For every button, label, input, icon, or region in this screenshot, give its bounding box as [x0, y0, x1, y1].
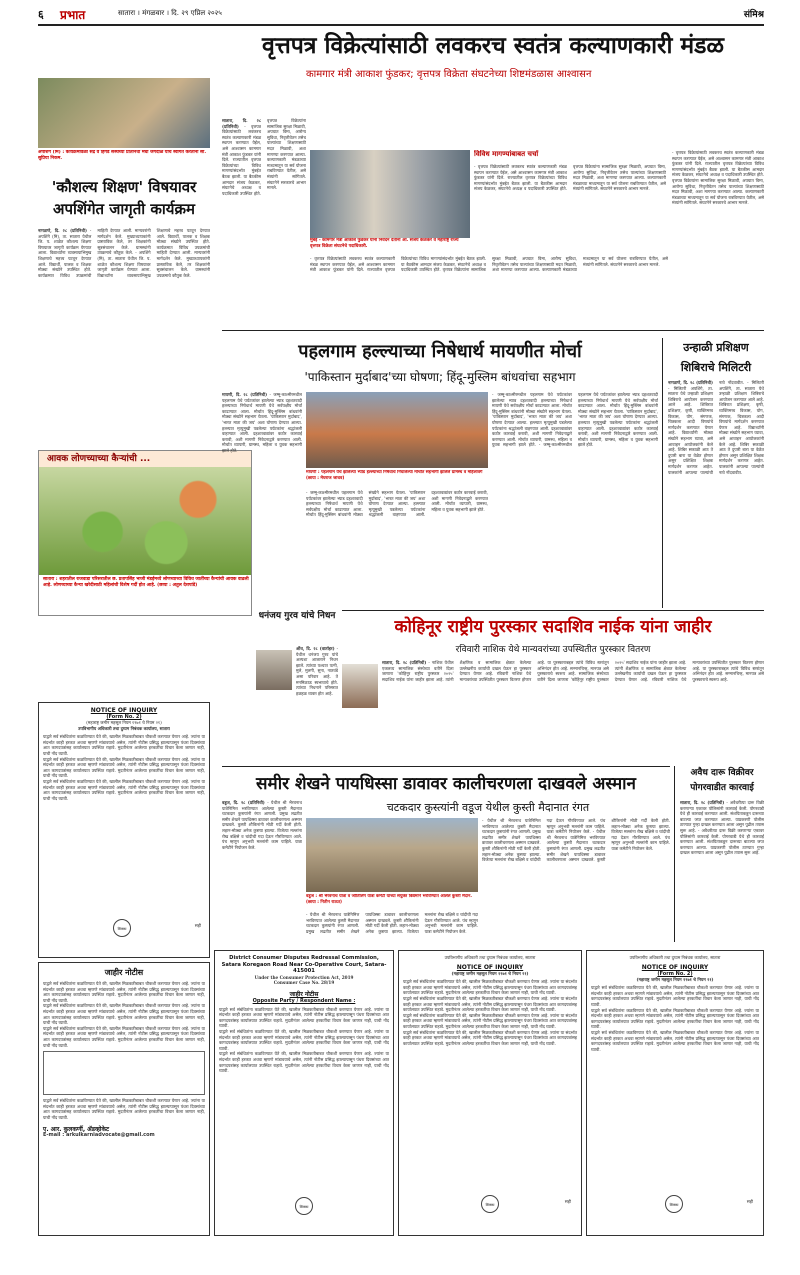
lead-right-text: - वृत्तपत्र विक्रेत्यांसाठी लवकरच स्वतंत्र कल्याणकारी मंडळ स्थापन करण्यात येईल, असे आश्वासन कामगार मंत्री आकाश फुंडकर यांनी दिले. राज्यातील वृत्तपत्र विक्रेत्यांच्या विविध मागण्यांसंदर्भात मुंबईत बैठक झाली. या बैठकीस आमदार संजय केळकर, संघटनेचे अध्यक्ष व पदाधिकारी उपस्थित होते. वृत्तपत्र विक्रेत्यांना सामाजिक सुरक्षा मिळावी, अपघात विमा, आरोग्य सुविधा, निवृत्तीवेतन तसेच पाल्यांच्या शिक्षणासाठी मदत मिळावी, अशा मागण्या करण्यात आल्या. कल्याणकारी मंडळाच्या माध्यमातून या सर्व योजना राबविण्यात येतील, असे मंत्र्यांनी सांगितले. संघटनेने सरकारचे आभार मानले. [672, 150, 764, 206]
notice-middle-body-4: याद्वारे सर्व संबंधितांना कळविण्यात येते की, खालील मिळकतीबाबत चौकशी करण्यात येणार आहे. ज्यांना या संदर्भात काही हरकत अथवा म्हणणे मांडावयाचे असेल, त्यांनी नोटीस प्रसिद्ध झाल्यापासून पंधरा दिवसांच्या आत कागदपत्रांसह कार्यालयात उपस्थित राहावे. मुदतीनंतर आलेल्या हरकतींचा विचार केला जाणार नाही, याची नोंद घ्यावी. [403, 1029, 577, 1046]
lead-photo-caption: मुंबई - कामगार मंत्री आकाश फुंडकर यांना निवेदन देताना आ. संजय केळकर व महाराष्ट्र राज्य वृत्तपत्र विक्रेता संघटनेचे पदाधिकारी. [310, 238, 459, 249]
advocate-email: E-mail : arkulkarniadvocate@gmail.com [43, 1131, 155, 1138]
protest-bottom-text: - जम्मू-काश्मीरमधील पहलगाम येथे पर्यटकांवर झालेल्या भ्याड दहशतवादी हल्ल्याच्या निषेधार्थ मायणी येथे सर्वपक्षीय मोर्चा काढण्यात आला. मोर्चात हिंदू-मुस्लिम बांधवांनी मोठ्या संख्येने सहभाग घेतला. 'पाकिस्तान मुर्दाबाद', 'भारत माता की जय' अशा घोषणा देण्यात आल्या. हल्ल्यात मृत्युमुखी पडलेल्या पर्यटकांना श्रद्धांजली वाहण्यात आली. दहशतवाद्यांवर कठोर कारवाई करावी, अशी मागणी निवेदनाद्वारे करण्यात आली. मोर्चात व्यापारी, ग्रामस्थ, महिला व युवक सहभागी झाले होते. [306, 490, 488, 518]
advocate-name: ए. आर. कुलकर्णी, ॲडव्होकेट [43, 1125, 110, 1133]
notice-middle [398, 950, 582, 1236]
protest-subhead: 'पाकिस्तान मुर्दाबाद'च्या घोषणा; हिंदू-मुस्लिम बांधवांचा सहभाग [304, 370, 576, 384]
mango-photo [39, 467, 251, 575]
left-dateline: नागठाणे, दि. २८ (प्रतिनिधी) [38, 228, 87, 233]
award-subhead: रविवारी नाशिक येथे मान्यवरांच्या उपस्थितीत पुरस्कार वितरण [455, 645, 651, 655]
court-body-3: याद्वारे सर्व संबंधितांना कळविण्यात येते की, खालील मिळकतीबाबत चौकशी करण्यात येणार आहे. ज्यांना या संदर्भात काही हरकत अथवा म्हणणे मांडावयाचे असेल, त्यांनी नोटीस प्रसिद्ध झाल्यापासून पंधरा दिवसांच्या आत कागदपत्रांसह कार्यालयात उपस्थित राहावे. मुदतीनंतर आलेल्या हरकतींचा विचार केला जाणार नाही, याची नोंद घ्यावी. [219, 1051, 389, 1074]
left-text: - अपशिंगे (मि), ता. सातारा येथील जि. प. शाळेत कौशल्य शिक्षण विषयावर जागृती कार्यक्रम घेण्यात आला. विद्यार्थ्यांना व्यवसायाभिमुख शिक्षणाचे महत्त्व पटवून देण्यात आले. विद्यार्थी, पालक व शिक्षक मोठ्या संख्येने उपस्थित होते. कार्यक्रमात विविध उपक्रमांची माहिती देण्यात आली. मान्यवरांनी मार्गदर्शन केले. मुख्याध्यापकांनी प्रास्ताविक केले, तर शिक्षकांनी सूत्रसंचालन केले. ग्रामस्थांनी उपक्रमाचे कौतुक केले. [38, 228, 151, 278]
public-notice [38, 962, 210, 1236]
award-top-rule [342, 610, 764, 611]
wrestling-bottom-body [306, 912, 478, 942]
masthead-rule [38, 24, 764, 26]
obit-dateline: औंध, दि. २८ (वार्ताहर) [296, 646, 335, 651]
court-opposite: Opposite Party / Respondent Name : [252, 997, 356, 1004]
mango-caption: सातारा : शहरातील राजवाडा परिसरातील छ. प्रतापसिंह भाजी मंडईमध्ये लोणच्याच्या विविध जातींच्या कैऱ्यांची आवक वाढली आहे. लोणच्याच्या कैऱ्या खरेदीसाठी महिलांची विशेष गर्दी होत आहे. (छाया : अतुल देशपांडे) [43, 577, 249, 588]
notice-right-office: उपविभागीय अधिकारी तथा दुय्यम निबंधक कार्यालय, सातारा [629, 955, 721, 960]
liquor-dateline: सातारा, दि. २८ (प्रतिनिधी) [680, 800, 725, 805]
lead-text: - वृत्तपत्र विक्रेत्यांसाठी लवकरच स्वतंत्र कल्याणकारी मंडळ स्थापन करण्यात येईल, असे आश्वासन कामगार मंत्री आकाश फुंडकर यांनी दिले. राज्यातील वृत्तपत्र विक्रेत्यांच्या विविध मागण्यांसंदर्भात मुंबईत बैठक झाली. या बैठकीस आमदार संजय केळकर, संघटनेचे अध्यक्ष व पदाधिकारी उपस्थित होते. वृत्तपत्र विक्रेत्यांना सामाजिक सुरक्षा मिळावी, अपघात विमा, आरोग्य सुविधा, निवृत्तीवेतन तसेच पाल्यांच्या शिक्षणासाठी मदत मिळावी, अशा मागण्या करण्यात आल्या. कल्याणकारी मंडळाच्या माध्यमातून या सर्व योजना राबविण्यात येतील, असे मंत्र्यांनी सांगितले. संघटनेने सरकारचे आभार मानले. [222, 118, 306, 196]
page-number: ६ [38, 8, 44, 21]
protest-headline: पहलगाम हल्ल्याच्या निषेधार्थ मायणीत मोर्चा [298, 341, 582, 362]
award-text: सामाजिक संस्थेच्या वतीने दिला जाणारा 'कोहिनूर राष्ट्रीय पुरस्कार २०२५' सदाशिव नाईक यांना जाहीर झाला आहे. त्यांनी शैक्षणिक व सामाजिक क्षेत्रात केलेल्या उल्लेखनीय कार्याची दखल घेऊन हा पुरस्कार देण्यात येणार आहे. रविवारी नाशिक येथे मान्यवरांच्या उपस्थितीत पुरस्कार वितरण होणार आहे. या पुरस्काराबद्दल त्यांचे विविध स्तरांतून अभिनंदन होत आहे. सन्मानचिन्ह, मानपत्र असे पुरस्काराचे स्वरूप आहे. [382, 660, 609, 682]
wrestling-right-text-2: - येथील श्री भैरवनाथ यात्रेनिमित्त भरविण्यात आलेल्या कुस्ती मैदानात चटकदार कुस्त्यांनी रंगत आणली. प्रमुख लढतीत समीर शेखने पायधिस्सा डावावर कालीचरणला अस्मान दाखवले. कुस्ती शौकिनांनी मोठी गर्दी केली होती. लहान-मोठ्या अनेक कुस्त्या झाल्या. विजेत्या मल्लांना रोख बक्षिसे व चांदीची गदा देऊन गौरविण्यात आले. पंच म्हणून अनुभवी मल्लांनी काम पाहिले. यात्रा कमेटीने नियोजन केले. [546, 818, 670, 863]
training-divider [662, 338, 663, 608]
left-body [38, 228, 210, 438]
notice-left-body-2: याद्वारे सर्व संबंधितांना कळविण्यात येते की, खालील मिळकतीबाबत चौकशी करण्यात येणार आहे. ज्यांना या संदर्भात काही हरकत अथवा म्हणणे मांडावयाचे असेल, त्यांनी नोटीस प्रसिद्ध झाल्यापासून पंधरा दिवसांच्या आत कागदपत्रांसह कार्यालयात उपस्थित राहावे. मुदतीनंतर आलेल्या हरकतींचा विचार केला जाणार नाही, याची नोंद घ्यावी. [43, 756, 205, 779]
lead-box-title: विविध मागण्यांबाबत चर्चा [474, 150, 539, 158]
wrestling-photo-caption: वडूज : श्री भैरवनाथ यात्रा व जोतिर्लिंग यात्रा कमेटी यांच्या संयुक्त विद्यमाने भरविण्यात आलेले कुस्ती मैदान. (छाया : नितीन राऊत) [306, 894, 473, 905]
protest-bottom-body [306, 490, 488, 608]
left-headline: 'कौशल्य शिक्षण' विषयावर अपशिंगेत जागृती कार्यक्रम [51, 178, 197, 218]
lead-box-text: - वृत्तपत्र विक्रेत्यांसाठी लवकरच स्वतंत्र कल्याणकारी मंडळ स्थापन करण्यात येईल, असे आश्वासन कामगार मंत्री आकाश फुंडकर यांनी दिले. राज्यातील वृत्तपत्र विक्रेत्यांच्या विविध मागण्यांसंदर्भात मुंबईत बैठक झाली. या बैठकीस आमदार संजय केळकर, संघटनेचे अध्यक्ष व पदाधिकारी उपस्थित होते. वृत्तपत्र विक्रेत्यांना सामाजिक सुरक्षा मिळावी, अपघात विमा, आरोग्य सुविधा, निवृत्तीवेतन तसेच पाल्यांच्या शिक्षणासाठी मदत मिळावी, अशा मागण्या करण्यात आल्या. कल्याणकारी मंडळाच्या माध्यमातून या सर्व योजना राबविण्यात येतील, असे मंत्र्यांनी सांगितले. संघटनेने सरकारचे आभार मानले. [474, 164, 666, 192]
masthead [38, 6, 764, 22]
notice-middle-body-3: याद्वारे सर्व संबंधितांना कळविण्यात येते की, खालील मिळकतीबाबत चौकशी करण्यात येणार आहे. ज्यांना या संदर्भात काही हरकत अथवा म्हणणे मांडावयाचे असेल, त्यांनी नोटीस प्रसिद्ध झाल्यापासून पंधरा दिवसांच्या आत कागदपत्रांसह कार्यालयात उपस्थित राहावे. मुदतीनंतर आलेल्या हरकतींचा विचार केला जाणार नाही, याची नोंद घ्यावी. [403, 1012, 577, 1029]
notice-middle-body: याद्वारे सर्व संबंधितांना कळविण्यात येते की, खालील मिळकतीबाबत चौकशी करण्यात येणार आहे. ज्यांना या संदर्भात काही हरकत अथवा म्हणणे मांडावयाचे असेल, त्यांनी नोटीस प्रसिद्ध झाल्यापासून पंधरा दिवसांच्या आत कागदपत्रांसह कार्यालयात उपस्थित राहावे. मुदतीनंतर आलेल्या हरकतींचा विचार केला जाणार नाही, याची नोंद घ्यावी. [403, 979, 577, 996]
court-notice-title: जाहीर नोटीस [289, 990, 319, 998]
protest-right-text-2: - जम्मू-काश्मीरमधील पहलगाम येथे पर्यटकांवर झालेल्या भ्याड दहशतवादी हल्ल्याच्या निषेधार्थ मायणी येथे सर्वपक्षीय मोर्चा काढण्यात आला. मोर्चात हिंदू-मुस्लिम बांधवांनी मोठ्या संख्येने सहभाग घेतला. 'पाकिस्तान मुर्दाबाद', 'भारत माता की जय' अशा घोषणा देण्यात आल्या. हल्ल्यात मृत्युमुखी पडलेल्या पर्यटकांना श्रद्धांजली वाहण्यात आली. दहशतवाद्यांवर कठोर कारवाई करावी, अशी मागणी निवेदनाद्वारे करण्यात आली. मोर्चात व्यापारी, ग्रामस्थ, महिला व युवक सहभागी झाले होते. [538, 392, 658, 448]
notice-left-body-3: याद्वारे सर्व संबंधितांना कळविण्यात येते की, खालील मिळकतीबाबत चौकशी करण्यात येणार आहे. ज्यांना या संदर्भात काही हरकत अथवा म्हणणे मांडावयाचे असेल, त्यांनी नोटीस प्रसिद्ध झाल्यापासून पंधरा दिवसांच्या आत कागदपत्रांसह कार्यालयात उपस्थित राहावे. मुदतीनंतर आलेल्या हरकतींचा विचार केला जाणार नाही, याची नोंद घ्यावी. [43, 778, 205, 801]
award-lead: - नाशिक येथील एकलव्य [382, 660, 454, 671]
protest-photo [306, 392, 488, 468]
wrestling-top-rule [222, 766, 670, 767]
notice-right-seal: शिक्का [665, 1195, 683, 1213]
public-notice-body-3: याद्वारे सर्व संबंधितांना कळविण्यात येते की, खालील मिळकतीबाबत चौकशी करण्यात येणार आहे. ज्यांना या संदर्भात काही हरकत अथवा म्हणणे मांडावयाचे असेल, त्यांनी नोटीस प्रसिद्ध झाल्यापासून पंधरा दिवसांच्या आत कागदपत्रांसह कार्यालयात उपस्थित राहावे. मुदतीनंतर आलेल्या हरकतींचा विचार केला जाणार नाही, याची नोंद घ्यावी. [43, 1025, 205, 1048]
notice-right-title: NOTICE OF INQUIRY [641, 963, 709, 971]
obit-body [256, 646, 338, 762]
lead-box-body [474, 164, 666, 256]
notice-right-sign: सही [746, 1199, 753, 1204]
award-photo [342, 664, 378, 708]
protest-right-body [492, 392, 658, 608]
wrestling-photo [306, 818, 478, 892]
court-notice [214, 950, 394, 1236]
notice-left-rule: (महाराष्ट्र जमीन महसूल नियम १९७१ चे नियम २१) [86, 720, 162, 725]
notice-left-title: NOTICE OF INQUIRY [90, 707, 158, 714]
protest-text: - जम्मू-काश्मीरमधील पहलगाम येथे पर्यटकांवर झालेल्या भ्याड दहशतवादी हल्ल्याच्या निषेधार्थ मायणी येथे सर्वपक्षीय मोर्चा काढण्यात आला. मोर्चात हिंदू-मुस्लिम बांधवांनी मोठ्या संख्येने सहभाग घेतला. 'पाकिस्तान मुर्दाबाद', 'भारत माता की जय' अशा घोषणा देण्यात आल्या. हल्ल्यात मृत्युमुखी पडलेल्या पर्यटकांना श्रद्धांजली वाहण्यात आली. दहशतवाद्यांवर कठोर कारवाई करावी, अशी मागणी निवेदनाद्वारे करण्यात आली. मोर्चात व्यापारी, ग्रामस्थ, महिला व युवक सहभागी झाले होते. [222, 392, 302, 453]
obit-text: - येथील धनंजय गुरव यांचे अल्पशा आजाराने निधन झाले. त्यांच्या पश्चात पत्नी, मुले, मुलगी, सुना, नातवंडे असा परिवार आहे. ते मनमिळाऊ स्वभावाचे होते. त्यांच्या निधनाने परिसरात हळहळ व्यक्त होत आहे. [296, 646, 338, 696]
liquor-headline: अवैध दारू विक्रीवर पोगरवाडीत कारवाई [690, 768, 754, 793]
wrestling-left-body [222, 800, 302, 940]
notice-right-body-2: याद्वारे सर्व संबंधितांना कळविण्यात येते की, खालील मिळकतीबाबत चौकशी करण्यात येणार आहे. ज्यांना या संदर्भात काही हरकत अथवा म्हणणे मांडावयाचे असेल, त्यांनी नोटीस प्रसिद्ध झाल्यापासून पंधरा दिवसांच्या आत कागदपत्रांसह कार्यालयात उपस्थित राहावे. मुदतीनंतर आलेल्या हरकतींचा विचार केला जाणार नाही, याची नोंद घ्यावी. [591, 1007, 759, 1030]
lead-bottom-text: - वृत्तपत्र विक्रेत्यांसाठी लवकरच स्वतंत्र कल्याणकारी मंडळ स्थापन करण्यात येईल, असे आश्वासन कामगार मंत्री आकाश फुंडकर यांनी दिले. राज्यातील वृत्तपत्र विक्रेत्यांच्या विविध मागण्यांसंदर्भात मुंबईत बैठक झाली. या बैठकीस आमदार संजय केळकर, संघटनेचे अध्यक्ष व पदाधिकारी उपस्थित होते. वृत्तपत्र विक्रेत्यांना सामाजिक सुरक्षा मिळावी, अपघात विमा, आरोग्य सुविधा, निवृत्तीवेतन तसेच पाल्यांच्या शिक्षणासाठी मदत मिळावी, अशा मागण्या करण्यात आल्या. कल्याणकारी मंडळाच्या माध्यमातून या सर्व योजना राबविण्यात येतील, असे मंत्र्यांनी सांगितले. संघटनेने सरकारचे आभार मानले. [310, 256, 668, 273]
training-text-2: - मिलिटरी अपशिंगे, ता. सातारा येथे उन्हाळी प्रशिक्षण शिबिराचे आयोजन करण्यात आले आहे. शिबिरात प्रशिक्षण, कृषी, व्यक्तिमत्त्व विकास, योग, संगणक, चित्रकला आदी विषयांचे मार्गदर्शन करण्यात येणार आहे. विद्यार्थ्यांनी मोठ्या संख्येने सहभाग घ्यावा, असे आवाहन आयोजकांनी केले आहे. शिबिर सकाळी आठ ते दुपारी बारा या वेळेत होणार असून प्रशिक्षित शिक्षक मार्गदर्शन करणार आहेत. पालकांनी आपल्या पाल्यांची नावे नोंदवावीत. [719, 380, 764, 475]
court-sub: Under the Consumer Protection Act, 2019 [254, 974, 354, 980]
public-notice-body-2: याद्वारे सर्व संबंधितांना कळविण्यात येते की, खालील मिळकतीबाबत चौकशी करण्यात येणार आहे. ज्यांना या संदर्भात काही हरकत अथवा म्हणणे मांडावयाचे असेल, त्यांनी नोटीस प्रसिद्ध झाल्यापासून पंधरा दिवसांच्या आत कागदपत्रांसह कार्यालयात उपस्थित राहावे. मुदतीनंतर आलेल्या हरकतींचा विचार केला जाणार नाही, याची नोंद घ्यावी. [43, 1003, 205, 1026]
notice-middle-title: NOTICE OF INQUIRY [456, 963, 524, 971]
liquor-divider [674, 766, 675, 942]
lead-headline: वृत्तपत्र विक्रेत्यांसाठी लवकरच स्वतंत्र कल्याणकारी मंडळ [262, 33, 724, 59]
liquor-text-2: - अवैधरीत्या दारू विक्री करणाऱ्या एकावर पोलिसांनी कारवाई केली. पोगरवाडी येथे ही कारवाई करण्यात आली. संशयिताकडून दारूच्या बाटल्या जप्त करण्यात आल्या. याप्रकरणी पोलीस ठाण्यात गुन्हा दाखल करण्यात आला असून पुढील तपास सुरू आहे. [680, 827, 764, 856]
lead-photo [310, 150, 470, 238]
notice-right-body: याद्वारे सर्व संबंधितांना कळविण्यात येते की, खालील मिळकतीबाबत चौकशी करण्यात येणार आहे. ज्यांना या संदर्भात काही हरकत अथवा म्हणणे मांडावयाचे असेल, त्यांनी नोटीस प्रसिद्ध झाल्यापासून पंधरा दिवसांच्या आत कागदपत्रांसह कार्यालयात उपस्थित राहावे. मुदतीनंतर आलेल्या हरकतींचा विचार केला जाणार नाही, याची नोंद घ्यावी. [591, 985, 759, 1007]
mango-photo-title: आवक लोणच्याच्या कैऱ्यांची ... [39, 451, 251, 467]
notice-left-seal: शिक्का [113, 919, 131, 937]
notice-left-form: (Form No. 2) [106, 714, 142, 720]
lead-subhead: कामगार मंत्री आकाश फुंडकर; वृत्तपत्र विक्रेता संघटनेच्या शिष्टमंडळास आश्वासन [306, 69, 592, 80]
notice-middle-seal: शिक्का [481, 1195, 499, 1213]
notice-middle-sign: सही [564, 1199, 571, 1204]
training-headline: उन्हाळी प्रशिक्षण शिबिराचे मिलिटरी [680, 341, 752, 374]
lead-dateline: सातारा, दि. २८ (प्रतिनिधी) [222, 118, 261, 129]
public-notice-body-4: याद्वारे सर्व संबंधितांना कळविण्यात येते की, खालील मिळकतीबाबत चौकशी करण्यात येणार आहे. ज्यांना या संदर्भात काही हरकत अथवा म्हणणे मांडावयाचे असेल, त्यांनी नोटीस प्रसिद्ध झाल्यापासून पंधरा दिवसांच्या आत कागदपत्रांसह कार्यालयात उपस्थित राहावे. मुदतीनंतर आलेल्या हरकतींचा विचार केला जाणार नाही, याची नोंद घ्यावी. [43, 1098, 205, 1120]
award-dateline: सातारा, दि. २८ (प्रतिनिधी) [382, 660, 427, 665]
protest-dateline: मायणी, दि. २८ (प्रतिनिधी) [222, 392, 268, 397]
mango-photo-box [38, 450, 252, 616]
obit-headline: धनंजय गुरव यांचे निधन [258, 611, 336, 621]
award-headline: कोहिनूर राष्ट्रीय पुरस्कार सदाशिव नाईक यांना जाहीर [394, 617, 712, 637]
award-body [382, 660, 764, 760]
protest-right-text: - जम्मू-काश्मीरमधील पहलगाम येथे पर्यटकांवर झालेल्या भ्याड दहशतवादी हल्ल्याच्या निषेधार्थ मायणी येथे सर्वपक्षीय मोर्चा काढण्यात आला. मोर्चात हिंदू-मुस्लिम बांधवांनी मोठ्या संख्येने सहभाग घेतला. 'पाकिस्तान मुर्दाबाद', 'भारत माता की जय' अशा घोषणा देण्यात आल्या. हल्ल्यात मृत्युमुखी पडलेल्या पर्यटकांना श्रद्धांजली वाहण्यात आली. दहशतवाद्यांवर कठोर कारवाई करावी, अशी मागणी निवेदनाद्वारे करण्यात आली. मोर्चात व्यापारी, ग्रामस्थ, महिला व युवक सहभागी झाले होते. [492, 392, 572, 448]
newspaper-logo: प्रभात [60, 8, 86, 22]
wrestling-text: - येथील श्री भैरवनाथ यात्रेनिमित्त भरविण्यात आलेल्या कुस्ती मैदानात चटकदार कुस्त्यांनी रंगत आणली. प्रमुख लढतीत समीर शेखने पायधिस्सा डावावर कालीचरणला अस्मान दाखवले. कुस्ती शौकिनांनी मोठी गर्दी केली होती. लहान-मोठ्या अनेक कुस्त्या झाल्या. विजेत्या मल्लांना रोख बक्षिसे व चांदीची गदा देऊन गौरविण्यात आले. पंच म्हणून अनुभवी मल्लांनी काम पाहिले. यात्रा कमेटीने नियोजन केले. [222, 800, 302, 850]
left-photo-caption: अपशिंगे (मि) : कार्यक्रमावेळी सेंद्र व हिंगेड संस्थेच्या प्रतिनिधी मेघा जगदाळे यांचे स्वागत करताना सौ. सुप्रिया निकम. [38, 150, 207, 161]
notice-middle-office: उपविभागीय अधिकारी तथा दुय्यम निबंधक कार्यालय, सातारा [444, 955, 536, 960]
court-name: District Consumer Disputes Redressal Commission, Satara Koregaon Road Near Co-Operative Court, Satara-415001 [221, 955, 387, 974]
lead-bottom-rule [222, 330, 764, 331]
training-text: - मिलिटरी अपशिंगे, ता. सातारा येथे उन्हाळी प्रशिक्षण शिबिराचे आयोजन करण्यात आले आहे. शिबिरात प्रशिक्षण, कृषी, व्यक्तिमत्त्व विकास, योग, संगणक, चित्रकला आदी विषयांचे मार्गदर्शन करण्यात येणार आहे. विद्यार्थ्यांनी मोठ्या संख्येने सहभाग घ्यावा, असे आवाहन आयोजकांनी केले आहे. शिबिर सकाळी आठ ते दुपारी बारा या वेळेत होणार असून प्रशिक्षित शिक्षक मार्गदर्शन करणार आहेत. पालकांनी आपल्या पाल्यांची नावे नोंदवावीत. [668, 380, 744, 475]
court-body-2: याद्वारे सर्व संबंधितांना कळविण्यात येते की, खालील मिळकतीबाबत चौकशी करण्यात येणार आहे. ज्यांना या संदर्भात काही हरकत अथवा म्हणणे मांडावयाचे असेल, त्यांनी नोटीस प्रसिद्ध झाल्यापासून पंधरा दिवसांच्या आत कागदपत्रांसह कार्यालयात उपस्थित राहावे. मुदतीनंतर आलेल्या हरकतींचा विचार केला जाणार नाही, याची नोंद घ्यावी. [219, 1029, 389, 1051]
wrestling-subhead: चटकदार कुस्त्यांनी वडूज येथील कुस्ती मैदानात रंगत [386, 801, 590, 814]
notice-left-body: याद्वारे सर्व संबंधितांना कळविण्यात येते की, खालील मिळकतीबाबत चौकशी करण्यात येणार आहे. ज्यांना या संदर्भात काही हरकत अथवा म्हणणे मांडावयाचे असेल, त्यांनी नोटीस प्रसिद्ध झाल्यापासून पंधरा दिवसांच्या आत कागदपत्रांसह कार्यालयात उपस्थित राहावे. मुदतीनंतर आलेल्या हरकतींचा विचार केला जाणार नाही, याची नोंद घ्यावी. [43, 734, 205, 756]
section-name: संमिश्र [743, 10, 764, 20]
notice-left [38, 702, 210, 958]
liquor-text: - अवैधरीत्या दारू विक्री करणाऱ्या एकावर पोलिसांनी कारवाई केली. पोगरवाडी येथे ही कारवाई करण्यात आली. संशयिताकडून दारूच्या बाटल्या जप्त करण्यात आल्या. याप्रकरणी पोलीस ठाण्यात गुन्हा दाखल करण्यात आला असून पुढील तपास सुरू आहे. [680, 800, 764, 833]
left-text-2: - अपशिंगे (मि), ता. सातारा येथील जि. प. शाळेत कौशल्य शिक्षण विषयावर जागृती कार्यक्रम घेण्यात आला. विद्यार्थ्यांना व्यवसायाभिमुख शिक्षणाचे महत्त्व पटवून देण्यात आले. विद्यार्थी, पालक व शिक्षक मोठ्या संख्येने उपस्थित होते. कार्यक्रमात विविध उपक्रमांची माहिती देण्यात आली. मान्यवरांनी मार्गदर्शन केले. मुख्याध्यापकांनी प्रास्ताविक केले, तर शिक्षकांनी सूत्रसंचालन केले. ग्रामस्थांनी उपक्रमाचे कौतुक केले. [97, 228, 210, 278]
wrestling-headline: समीर शेखने पायधिस्सा डावावर कालीचरणला दाखवले अस्मान [256, 774, 636, 794]
court-case: Consumer Case No. 28/19 [273, 980, 335, 986]
notice-left-office: उपविभागीय अधिकारी तथा दुय्यम निबंधक कार्यालय, सातारा [78, 725, 170, 731]
public-notice-title: जाहीर नोटीस [104, 968, 144, 977]
notice-middle-rule: (महाराष्ट्र जमीन महसूल नियम १९७१ चे नियम २१) [451, 970, 529, 976]
lead-bottom-body [310, 256, 668, 326]
court-body: याद्वारे सर्व संबंधितांना कळविण्यात येते की, खालील मिळकतीबाबत चौकशी करण्यात येणार आहे. ज्यांना या संदर्भात काही हरकत अथवा म्हणणे मांडावयाचे असेल, त्यांनी नोटीस प्रसिद्ध झाल्यापासून पंधरा दिवसांच्या आत कागदपत्रांसह कार्यालयात उपस्थित राहावे. मुदतीनंतर आलेल्या हरकतींचा विचार केला जाणार नाही, याची नोंद घ्यावी. [219, 1006, 389, 1029]
notice-right-rule: (महाराष्ट्र जमीन महसूल नियम १९७१ चे नियम २१) [636, 976, 714, 982]
notice-right-form: (Form No. 2) [657, 970, 693, 977]
notice-right-body-3: याद्वारे सर्व संबंधितांना कळविण्यात येते की, खालील मिळकतीबाबत चौकशी करण्यात येणार आहे. ज्यांना या संदर्भात काही हरकत अथवा म्हणणे मांडावयाचे असेल, त्यांनी नोटीस प्रसिद्ध झाल्यापासून पंधरा दिवसांच्या आत कागदपत्रांसह कार्यालयात उपस्थित राहावे. मुदतीनंतर आलेल्या हरकतींचा विचार केला जाणार नाही, याची नोंद घ्यावी. [591, 1029, 759, 1052]
city-date: सातारा । मंगळवार । दि. २९ एप्रिल २०२५ [118, 9, 222, 17]
public-notice-body: याद्वारे सर्व संबंधितांना कळविण्यात येते की, खालील मिळकतीबाबत चौकशी करण्यात येणार आहे. ज्यांना या संदर्भात काही हरकत अथवा म्हणणे मांडावयाचे असेल, त्यांनी नोटीस प्रसिद्ध झाल्यापासून पंधरा दिवसांच्या आत कागदपत्रांसह कार्यालयात उपस्थित राहावे. मुदतीनंतर आलेल्या हरकतींचा विचार केला जाणार नाही, याची नोंद घ्यावी. [43, 981, 205, 1003]
training-dateline: नागठाणे, दि. २८ (प्रतिनिधी) [668, 380, 713, 385]
lead-left-body [222, 118, 306, 326]
left-photo [38, 78, 210, 148]
notice-middle-body-2: याद्वारे सर्व संबंधितांना कळविण्यात येते की, खालील मिळकतीबाबत चौकशी करण्यात येणार आहे. ज्यांना या संदर्भात काही हरकत अथवा म्हणणे मांडावयाचे असेल, त्यांनी नोटीस प्रसिद्ध झाल्यापासून पंधरा दिवसांच्या आत कागदपत्रांसह कार्यालयात उपस्थित राहावे. मुदतीनंतर आलेल्या हरकतींचा विचार केला जाणार नाही, याची नोंद घ्यावी. [403, 995, 577, 1013]
protest-photo-caption: मायणी : पहलगाम येथे झालेल्या भ्याड हल्ल्याच्या निषेधार्थ निघालेल्या मोर्चात सहभागी झालेले ग्रामस्थ व महिलावर्ग (छाया : मेघराज जाधव) [306, 470, 483, 481]
wrestling-dateline: वडूज, दि. २८ (प्रतिनिधी) [222, 800, 265, 805]
award-text-2: सामाजिक संस्थेच्या वतीने दिला जाणारा 'कोहिनूर राष्ट्रीय पुरस्कार २०२५' सदाशिव नाईक यांना जाहीर झाला आहे. त्यांनी शैक्षणिक व सामाजिक क्षेत्रात केलेल्या उल्लेखनीय कार्याची दखल घेऊन हा पुरस्कार देण्यात येणार आहे. रविवारी नाशिक येथे मान्यवरांच्या उपस्थितीत पुरस्कार वितरण होणार आहे. या पुरस्काराबद्दल त्यांचे विविध स्तरांतून अभिनंदन होत आहे. सन्मानचिन्ह, मानपत्र असे पुरस्काराचे स्वरूप आहे. [537, 660, 764, 682]
notice-right [586, 950, 764, 1236]
notice-left-sign: सही [194, 923, 201, 928]
protest-left-body [222, 392, 302, 608]
court-seal: शिक्का [295, 1197, 313, 1215]
wrestling-right-text: - येथील श्री भैरवनाथ यात्रेनिमित्त भरविण्यात आलेल्या कुस्ती मैदानात चटकदार कुस्त्यांनी रंगत आणली. प्रमुख लढतीत समीर शेखने पायधिस्सा डावावर कालीचरणला अस्मान दाखवले. कुस्ती शौकिनांनी मोठी गर्दी केली होती. लहान-मोठ्या अनेक कुस्त्या झाल्या. विजेत्या मल्लांना रोख बक्षिसे व चांदीची गदा देऊन गौरविण्यात आले. पंच म्हणून अनुभवी मल्लांनी काम पाहिले. यात्रा कमेटीने नियोजन केले. [482, 818, 606, 863]
training-body [668, 380, 764, 608]
wrestling-right-body [482, 818, 670, 942]
lead-right-body [672, 150, 764, 326]
wrestling-bottom-text: - येथील श्री भैरवनाथ यात्रेनिमित्त भरविण्यात आलेल्या कुस्ती मैदानात चटकदार कुस्त्यांनी रंगत आणली. प्रमुख लढतीत समीर शेखने पायधिस्सा डावावर कालीचरणला अस्मान दाखवले. कुस्ती शौकिनांनी मोठी गर्दी केली होती. लहान-मोठ्या अनेक कुस्त्या झाल्या. विजेत्या मल्लांना रोख बक्षिसे व चांदीची गदा देऊन गौरविण्यात आले. पंच म्हणून अनुभवी मल्लांनी काम पाहिले. यात्रा कमेटीने नियोजन केले. [306, 912, 478, 934]
liquor-body [680, 800, 764, 942]
